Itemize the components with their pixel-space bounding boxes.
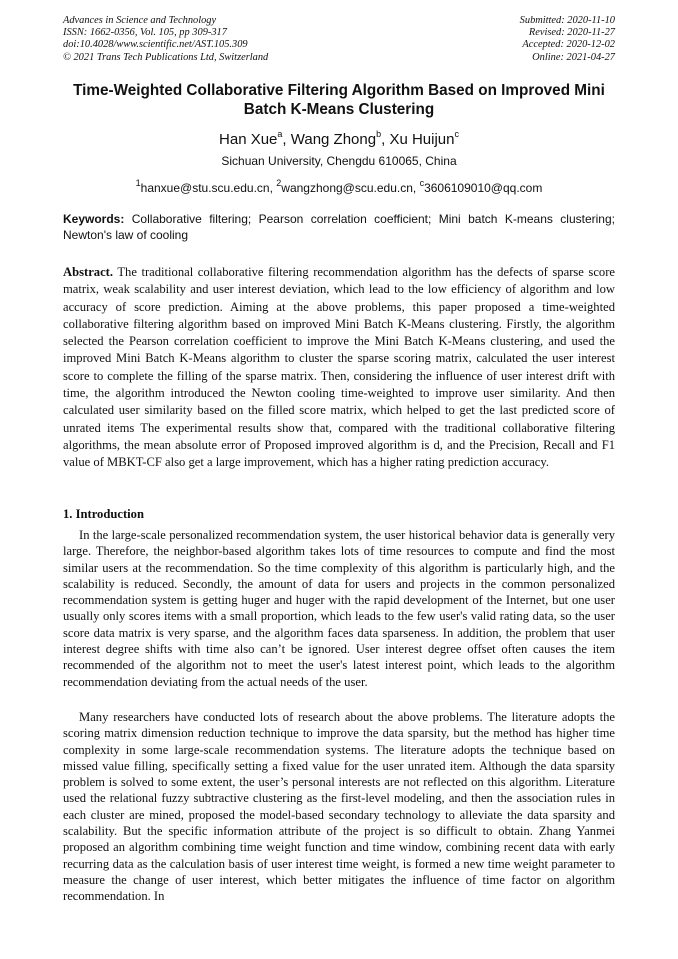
affiliation: Sichuan University, Chengdu 610065, China	[221, 154, 457, 168]
email-list: $^1$hanxue@stu.scu.edu.cn, $^2$wangzhong@scu.edu.cn, $^c$3606109010@qq.com	[135, 178, 543, 195]
publication-dates	[520, 15, 615, 64]
author-name: Wang Zhong	[290, 131, 377, 148]
doi-line: doi:10.4028/www.scientific.net/AST.105.309	[63, 39, 248, 51]
abstract-text: The traditional collaborative filtering recommendation algorithm has the defects of sparse score matrix, weak scalability and user interest deviation, which lead to the low efficiency of algorithm and low accuracy of score prediction. Aiming at the above problems, this paper proposed a time-weighted collaborative filtering algorithm based on improved Mini Batch K-Means clustering. Firstly, the algorithm selected the Pearson correlation coefficient to improve the Mini Batch K-Means clustering, and used the improved Mini Batch K-Means algorithm to cluster the sparse scoring matrix, calculated the user interest score to complete the filling of the sparse matrix. Then, considering the influence of user interest drift with time, the algorithm introduced the Newton cooling time-weighted to improve user similarity. And then calculated user similarity based on the filled score matrix, which helped to get the last predicted score of unrated items The experimental results show that, compared with the traditional collaborative filtering algorithms, the mean absolute error of Proposed improved algorithm is d, and the Precision, Recall and F1 value of MBKT-CF also get a large improvement, which has a higher rating prediction accuracy.	[63, 265, 616, 470]
intro-paragraph: In the large-scale personalized recommendation system, the user historical behavior data is generally very large. Therefore, the neighbor-based algorithm takes lots of time resources to compute and find the most similar users at the recommendation. So the time complexity of this algorithm is particularly high, and the scalability is reduced. Secondly, the amount of data for users and projects in the common personalized recommendation system is getting huger and huger with the rapid development of the Internet, but one user usually only scores items with a small proportion, which leads to the few user's valid rating data, so the user score data matrix is very sparse, and the algorithm faces data sparseness. In addition, the problem that user interest degree shifts with time also can’t be ignored. User interest degree offset often causes the item recommended of the algorithm not to meet the user's latest interest point, which leads to the algorithm recommendation deviating from the actual needs of the user.	[63, 528, 615, 689]
email-address[interactable]: 3606109010@qq.com	[424, 181, 543, 195]
email-mark: 2	[276, 178, 282, 188]
issn-line: ISSN: 1662-0356, Vol. 105, pp 309-317	[63, 27, 227, 39]
copyright-line: © 2021 Trans Tech Publications Ltd, Switzerland	[63, 51, 269, 63]
keywords-label: Keywords:	[63, 212, 125, 226]
journal-name: Advances in Science and Technology	[63, 15, 217, 26]
author-affil-mark: c	[454, 129, 459, 139]
author-name: Xu Huijun	[389, 131, 455, 148]
submitted-date: Submitted: 2020-11-10	[519, 15, 615, 26]
online-date: Online: 2021-04-27	[532, 51, 615, 63]
journal-info	[63, 15, 268, 64]
revised-date: Revised: 2020-11-27	[528, 27, 615, 39]
author-affil-mark: a	[277, 129, 283, 139]
accepted-date: Accepted: 2020-12-02	[522, 39, 615, 51]
intro-paragraph: Many researchers have conducted lots of research about the above problems. The literature adopts the scoring matrix dimension reduction technique to improve the data sparsity, but the method has higher time complexity in some large-scale recommendation systems. The literature adopts the technique based on missed value filling, specifically setting a fixed value for the user unrated item. Although the data sparsity problem is solved to some extent, the user’s personal interests are not reflected on this algorithm. Literature used the relational fuzzy subtractive clustering as the first-level modeling, and then the association rules in each cluster are mined, proposed the model-based secondary technology to alleviate the data sparsity and scalability. But the specific information attribute of the project is so difficult to obtain. Zhang Yanmei proposed an algorithm combining time weight function and time window, combining recent data with early recurring data as the calculation basis of user interest time weight, is formed a new time weight parameter to measure the change of user interest, which better mitigates the influence of time factor on algorithm recommendation. In	[63, 710, 615, 904]
abstract-block	[63, 264, 615, 472]
email-mark: c	[419, 178, 425, 188]
email-mark: 1	[135, 178, 141, 188]
author-name: Han Xue	[219, 131, 278, 148]
email-address[interactable]: hanxue@stu.scu.edu.cn	[140, 181, 270, 195]
section-heading-introduction: 1. Introduction	[63, 507, 144, 521]
paper-title: Time-Weighted Collaborative Filtering Algorithm Based on Improved Mini Batch K-Means Clustering	[73, 82, 605, 118]
author-affil-mark: b	[376, 129, 382, 139]
email-address[interactable]: wangzhong@scu.edu.cn	[281, 181, 413, 195]
abstract-label: Abstract.	[63, 265, 114, 279]
keywords-block	[63, 211, 615, 243]
keywords-text: Collaborative filtering; Pearson correlation coefficient; Mini batch K-means clustering; Newton's law of cooling	[63, 212, 615, 242]
author-list: Han Xue$^a$, Wang Zhong$^b$, Xu Huijun$^c$	[219, 129, 459, 148]
